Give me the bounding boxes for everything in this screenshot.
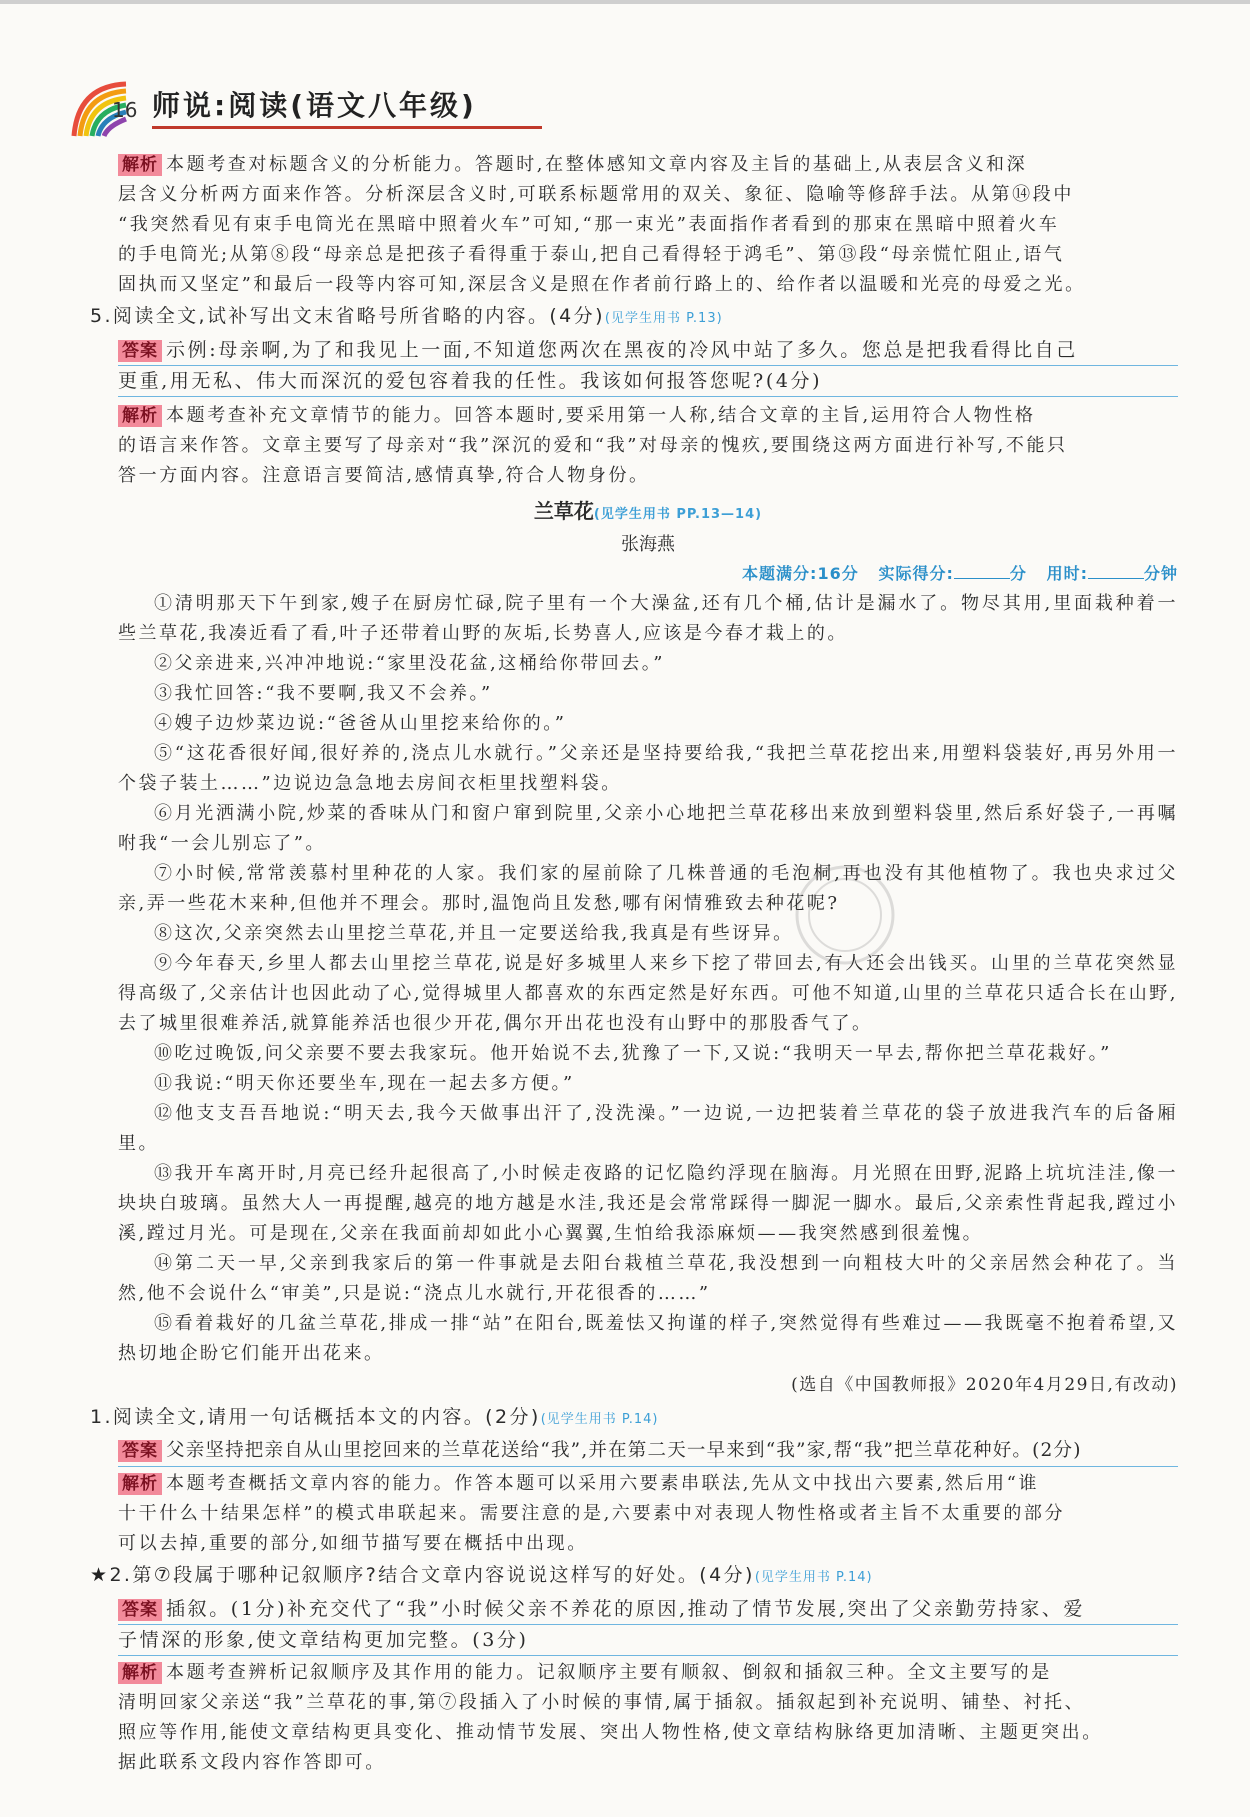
time-blank[interactable] xyxy=(1088,578,1144,579)
paragraph: ⑪我说:“明天你还要坐车,现在一起去多方便。” xyxy=(154,1073,575,1094)
prev-analysis xyxy=(118,150,1178,300)
paragraph: ⑮看着栽好的几盆兰草花,排成一排“站”在阳台,既羞怯又拘谨的样子,突然觉得有些难过——我既毫不抱着希望,又热切地企盼它们能开出花来。 xyxy=(118,1313,1178,1364)
time-unit: 分钟 xyxy=(1143,564,1178,583)
answer-line: 插叙。(1分)补充交代了“我”小时候父亲不养花的原因,推动了情节发展,突出了父亲勤劳持家、爱 xyxy=(166,1598,1086,1620)
analysis-tag: 解析 xyxy=(118,405,162,427)
text-line: 本题考查概括文章内容的能力。作答本题可以采用六要素串联法,先从文中找出六要素,然后用“谁 xyxy=(166,1473,1040,1494)
book-reference: (见学生用书 P.14) xyxy=(540,1412,659,1427)
title-text: 兰草花 xyxy=(533,499,594,523)
paragraph: ⑦小时候,常常羡慕村里种花的人家。我们家的屋前除了几株普通的毛泡桐,再也没有其他植物了。我也央求过父亲,弄一些花木来种,但他并不理会。那时,温饱尚且发愁,哪有闲情雅致去种花呢? xyxy=(118,863,1178,914)
actual-score-blank[interactable] xyxy=(954,578,1010,579)
answer-tag: 答案 xyxy=(118,340,162,362)
q5-answer xyxy=(118,335,1178,397)
text-line: 照应等作用,能使文章结构更具变化、推动情节发展、突出人物性格,使文章结构脉络更加清晰、主题更突出。 xyxy=(118,1722,1103,1743)
text-line: 固执而又坚定”和最后一段等内容可知,深层含义是照在作者前行路上的、给作者以温暖和光亮的母爱之光。 xyxy=(118,274,1086,295)
score-box xyxy=(118,559,1178,589)
full-score: 本题满分:16分 xyxy=(742,564,859,583)
question-text: 1.阅读全文,请用一句话概括本文的内容。(2分) xyxy=(90,1406,541,1428)
question-text: 5.阅读全文,试补写出文末省略号所省略的内容。(4分) xyxy=(90,305,605,327)
time-label: 用时: xyxy=(1046,564,1088,583)
paragraph: ②父亲进来,兴冲冲地说:“家里没花盆,这桶给你带回去。” xyxy=(154,653,665,674)
paragraph: ⑩吃过晚饭,问父亲要不要去我家玩。他开始说不去,犹豫了一下,又说:“我明天一早去,帮你把兰草花栽好。” xyxy=(154,1043,1112,1064)
answer-line: 更重,用无私、伟大而深沉的爱包容着我的任性。我该如何报答您呢?(4分) xyxy=(118,366,1178,397)
text-line: 的手电筒光;从第⑧段“母亲总是把孩子看得重于泰山,把自己看得轻于鸿毛”、第⑬段“母亲慌忙阻止,语气 xyxy=(118,244,1065,265)
watermark-stamp-icon xyxy=(790,860,900,970)
q2-answer xyxy=(118,1594,1178,1656)
text-line: 本题考查补充文章情节的能力。回答本题时,要采用第一人称,结合文章的主旨,运用符合人物性格 xyxy=(166,405,1036,426)
text-line: 层含义分析两方面来作答。分析深层含义时,可联系标题常用的双关、象征、隐喻等修辞手法。从第⑭段中 xyxy=(118,184,1074,205)
book-title: 师说:阅读(语文八年级) xyxy=(152,89,477,122)
q1-analysis xyxy=(118,1469,1178,1559)
paragraph: ①清明那天下午到家,嫂子在厨房忙碌,院子里有一个大澡盆,还有几个桶,估计是漏水了。物尽其用,里面栽种着一些兰草花,我凑近看了看,叶子还带着山野的灰垢,长势喜人,应该是今春才栽上的。 xyxy=(118,593,1178,644)
text-line: 可以去掉,重要的部分,如细节描写要在概括中出现。 xyxy=(118,1533,588,1554)
q2-analysis xyxy=(118,1658,1178,1778)
article-author: 张海燕 xyxy=(621,534,675,555)
page-number: 16 xyxy=(112,98,138,122)
text-line: “我突然看见有束手电筒光在黑暗中照着火车”可知,“那一束光”表面指作者看到的那束在黑暗中照着火车 xyxy=(118,214,1060,235)
text-line: 的语言来作答。文章主要写了母亲对“我”深沉的爱和“我”对母亲的愧疚,要围绕这两方面进行补写,不能只 xyxy=(118,435,1068,456)
star-icon: ★ xyxy=(90,1564,110,1586)
answer-line: 子情深的形象,使文章结构更加完整。(3分) xyxy=(118,1625,1178,1656)
answer-line: 父亲坚持把亲自从山里挖回来的兰草花送给“我”,并在第二天一早来到“我”家,帮“我”把兰草花种好。(2分) xyxy=(166,1440,1082,1461)
text-line: 本题考查对标题含义的分析能力。答题时,在整体感知文章内容及主旨的基础上,从表层含义和深 xyxy=(166,154,1028,175)
scan-edge xyxy=(0,0,1250,4)
question-1 xyxy=(90,1401,1178,1436)
question-5 xyxy=(90,300,1178,335)
paragraph: ⑥月光洒满小院,炒菜的香味从门和窗户窜到院里,父亲小心地把兰草花移出来放到塑料袋里,然后系好袋子,一再嘱咐我“一会儿别忘了”。 xyxy=(118,803,1178,854)
paragraph: ⑬我开车离开时,月亮已经升起很高了,小时候走夜路的记忆隐约浮现在脑海。月光照在田野,泥路上坑坑洼洼,像一块块白玻璃。虽然大人一再提醒,越亮的地方越是水洼,我还是会常常踩得一脚泥一脚水。最后,父亲索性背起我,蹚过小溪,蹚过月光。可是现在,父亲在我面前却如此小心翼翼,生怕给我添麻烦——我突然感到很羞愧。 xyxy=(118,1163,1178,1244)
q1-answer xyxy=(118,1436,1178,1467)
paragraph: ⑤“这花香很好闻,很好养的,浇点儿水就行。”父亲还是坚持要给我,“我把兰草花挖出来,用塑料袋装好,再另外用一个袋子装土……”边说边急急地去房间衣柜里找塑料袋。 xyxy=(118,743,1178,794)
article-title xyxy=(118,495,1178,531)
answer-tag: 答案 xyxy=(118,1440,162,1462)
analysis-tag: 解析 xyxy=(118,1473,162,1495)
article-source: (选自《中国教师报》2020年4月29日,有改动) xyxy=(791,1375,1178,1395)
paragraph: ⑭第二天一早,父亲到我家后的第一件事就是去阳台栽植兰草花,我没想到一向粗枝大叶的父亲居然会种花了。当然,他不会说什么“审美”,只是说:“浇点儿水就行,开花很香的……” xyxy=(118,1253,1178,1304)
text-line: 答一方面内容。注意语言要简洁,感情真挚,符合人物身份。 xyxy=(118,465,650,486)
analysis-tag: 解析 xyxy=(118,154,162,176)
paragraph: ⑨今年春天,乡里人都去山里挖兰草花,说是好多城里人来乡下挖了带回去,有人还会出钱买。山里的兰草花突然显得高级了,父亲估计也因此动了心,觉得城里人都喜欢的东西定然是好东西。可他不知道,山里的兰草花只适合长在山野,去了城里很难养活,就算能养活也很少开花,偶尔开出花也没有山野中的那股香气了。 xyxy=(118,953,1178,1034)
book-reference: (见学生用书 P.13) xyxy=(604,311,723,326)
book-reference: (见学生用书 P.14) xyxy=(754,1570,873,1585)
page-header xyxy=(70,78,570,138)
text-line: 本题考查辨析记叙顺序及其作用的能力。记叙顺序主要有顺叙、倒叙和插叙三种。全文主要写的是 xyxy=(166,1662,1052,1683)
text-line: 据此联系文段内容作答即可。 xyxy=(118,1752,386,1773)
book-reference: (见学生用书 PP.13—14) xyxy=(593,507,763,522)
q5-analysis xyxy=(118,401,1178,491)
page-content xyxy=(90,150,1178,1778)
analysis-tag: 解析 xyxy=(118,1662,162,1684)
question-2 xyxy=(90,1559,1178,1594)
article-body xyxy=(118,589,1178,1369)
score-unit: 分 xyxy=(1009,564,1027,583)
paragraph: ④嫂子边炒菜边说:“爸爸从山里挖来给你的。” xyxy=(154,713,567,734)
paragraph: ⑫他支支吾吾地说:“明天去,我今天做事出汗了,没洗澡。”一边说,一边把装着兰草花的袋子放进我汽车的后备厢里。 xyxy=(118,1103,1178,1154)
question-text: 2.第⑦段属于哪种记叙顺序?结合文章内容说说这样写的好处。(4分) xyxy=(109,1564,755,1586)
text-line: 十干什么十结果怎样”的模式串联起来。需要注意的是,六要素中对表现人物性格或者主旨不太重要的部分 xyxy=(118,1503,1066,1524)
answer-tag: 答案 xyxy=(118,1599,162,1621)
text-line: 清明回家父亲送“我”兰草花的事,第⑦段插入了小时候的事情,属于插叙。插叙起到补充说明、铺垫、衬托、 xyxy=(118,1692,1086,1713)
paragraph: ③我忙回答:“我不要啊,我又不会养。” xyxy=(154,683,493,704)
answer-line: 示例:母亲啊,为了和我见上一面,不知道您两次在黑夜的冷风中站了多久。您总是把我看得比自己 xyxy=(166,339,1078,361)
paragraph: ⑧这次,父亲突然去山里挖兰草花,并且一定要送给我,我真是有些讶异。 xyxy=(154,923,794,944)
actual-score-label: 实际得分: xyxy=(878,564,954,583)
title-underline xyxy=(152,126,542,129)
